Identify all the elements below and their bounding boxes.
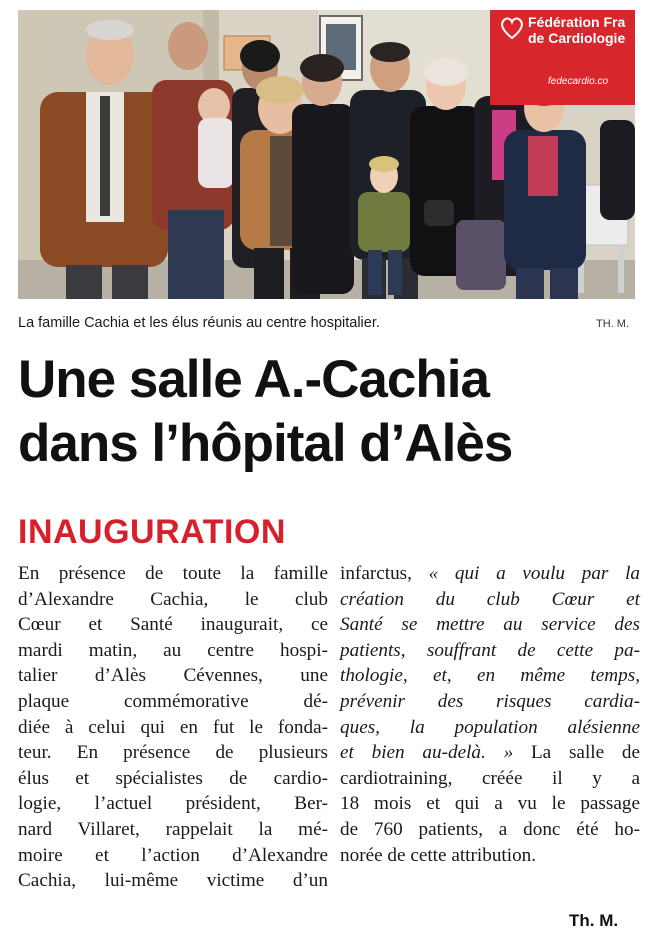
body-line: moire et l’action d’Alexandre [18,844,328,866]
body-line [340,561,640,587]
body-line [340,740,640,766]
body-line: norée de cette attribution. [340,844,537,866]
body-line: Cachia, lui-même victime d’un [18,870,328,892]
article-column-left [18,561,328,894]
photo-credit: TH. M. [596,318,629,330]
headline-line-1: Une salle A.-Cachia [18,350,489,409]
quote-text: et bien au-delà. » [340,742,514,764]
quote-line: Santé se mettre au service des [340,614,640,636]
banner-line-2: de Cardiologie [528,30,626,46]
body-line: élus et spécialistes de cardio- [18,767,328,789]
body-line: logie, l’actuel président, Ber- [18,793,328,815]
body-line: 18 mois et qui a vu le passage [340,793,640,815]
body-line: cardiotraining, créée il y a [340,767,640,789]
headline-line-2: dans l’hôpital d’Alès [18,414,513,473]
body-line: Cœur et Santé inaugurait, ce [18,614,328,636]
body-line: mardi matin, au centre hospi- [18,639,328,661]
body-line: talier d’Alès Cévennes, une [18,665,328,687]
banner-line-1: Fédération Fra [528,14,626,30]
quote-text: « qui a voulu par la [428,563,640,584]
body-line: En présence de toute la famille [18,563,328,584]
section-kicker: INAUGURATION [18,513,286,551]
quote-line: thologie, et, en même temps, [340,665,640,687]
quote-line: création du club Cœur et [340,588,640,610]
quote-line: ques, la population alésienne [340,716,640,738]
body-line: nard Villaret, rappelait la mé- [18,818,328,840]
federation-website: fedecardio.co [548,76,609,87]
quote-line: patients, souffrant de cette pa- [340,639,640,661]
quote-line: prévenir des risques cardia- [340,690,640,712]
federation-banner-text [528,14,635,46]
body-line: diée à celui qui en fut le fonda- [18,716,328,738]
article-column-right [340,561,640,868]
body-line: plaque commémorative dé- [18,690,328,712]
body-line: d’Alexandre Cachia, le club [18,588,328,610]
body-text: infarctus, [340,563,429,584]
body-line: de 760 patients, a donc été ho- [340,818,640,840]
body-line: teur. En présence de plusieurs [18,742,328,764]
photo-caption: La famille Cachia et les élus réunis au centre hospitalier. [18,315,380,331]
heart-logo-icon [498,14,526,42]
author-signature: Th. M. [569,911,619,930]
page-title [18,348,658,476]
body-text: La salle de [513,742,640,764]
